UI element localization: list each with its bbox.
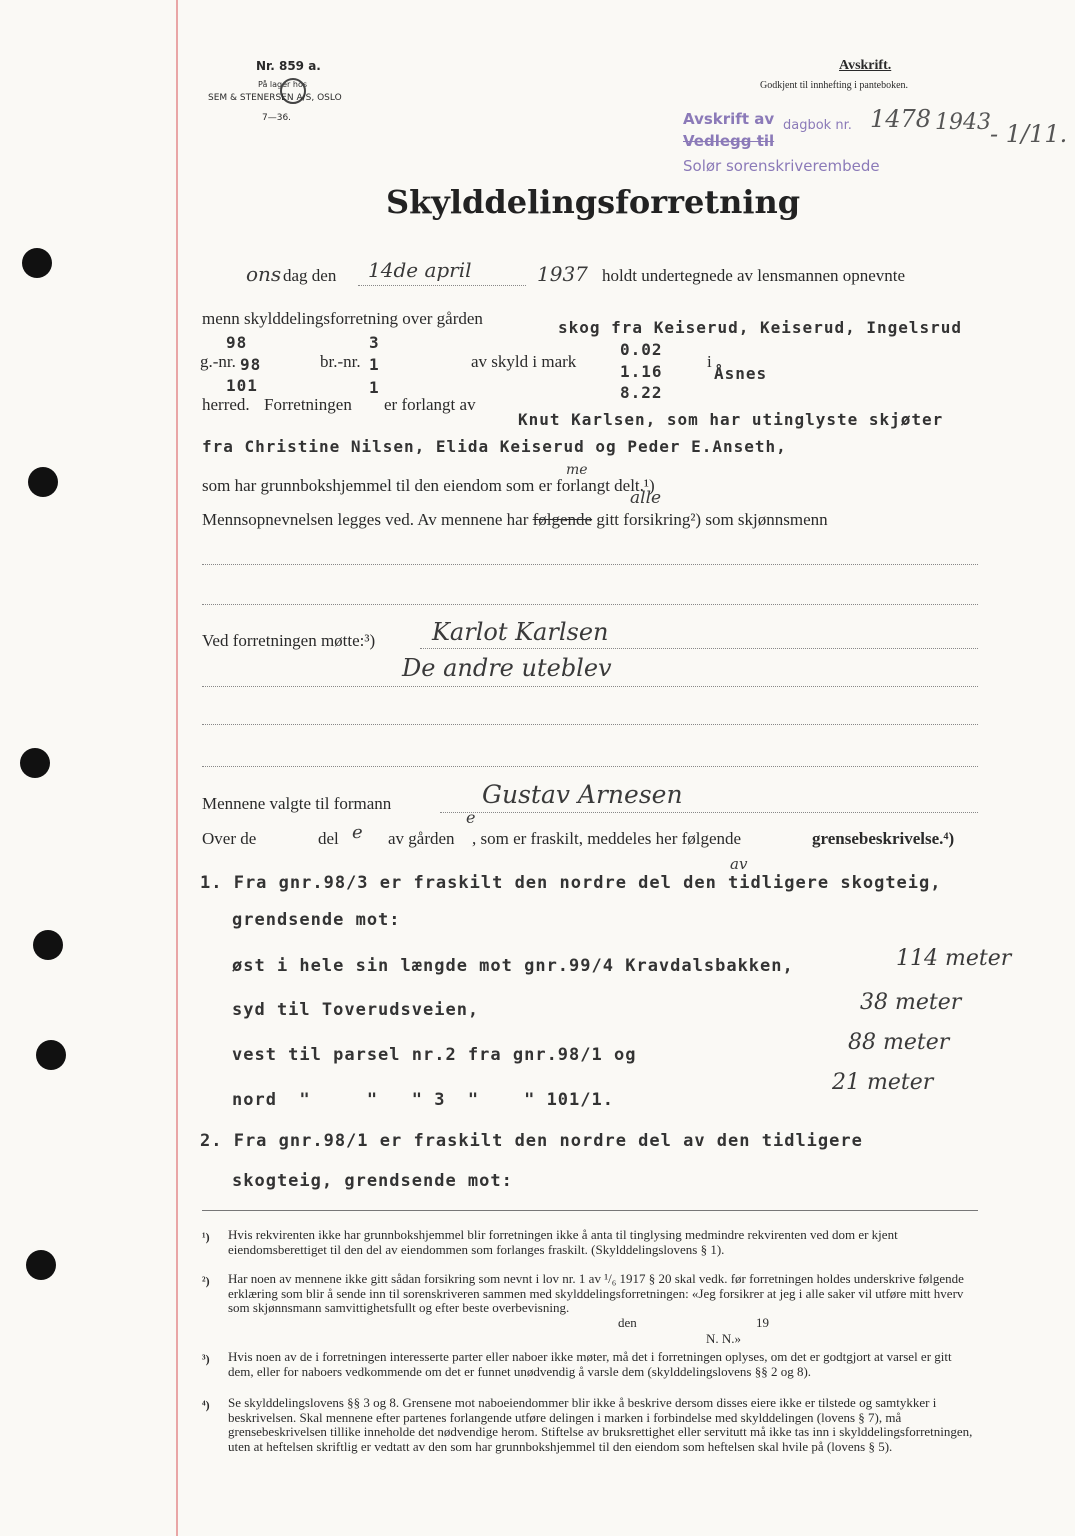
form-number: Nr. 859 a.	[256, 59, 321, 73]
footnote-number: ³)	[202, 1352, 210, 1366]
footnote-number: ²)	[202, 1274, 210, 1288]
row7-text-end: gitt forsikring²) som skjønnsmenn	[596, 510, 828, 529]
i-label: i	[707, 352, 712, 371]
boundary-line: 1. Fra gnr.98/3 er fraskilt den nordre del den tidligere skogteig,	[200, 873, 942, 893]
brnr-top: 3	[369, 333, 380, 352]
row2-text: menn skylddelingsforretning over gården	[202, 309, 483, 328]
boundary-line: grendsende mot:	[232, 910, 401, 930]
form-date: 7—36.	[262, 113, 292, 123]
row7-text	[202, 510, 828, 530]
row1-text: holdt undertegnede av lensmannen opnevnte	[602, 266, 906, 285]
footnote-text: Hvis rekvirenten ikke har grunnbokshjemmel blir forretningen ikke å anta til tinglysing medmindre rekvirenten ved dom er kjent eiendomsberettiget til den del av eiendommen som forlanges fraskilt. (Skylddelingslovens § 1).	[228, 1227, 898, 1257]
blank-line	[202, 564, 978, 565]
skyld-label: av skyld i mark	[471, 352, 577, 371]
stamp-dagbok-nr: 1478	[870, 105, 932, 133]
publisher-name: SEM & STENERSEN A/S, OSLO	[208, 93, 342, 103]
year-hand: 1937	[537, 262, 588, 286]
item1-insert: av	[730, 855, 748, 873]
attendee-hand: Karlot Karlsen	[432, 618, 609, 646]
stamp-date: - 1/11.	[990, 120, 1068, 148]
gnr-label: g.-nr.	[200, 352, 236, 371]
length-hand: 88 meter	[848, 1030, 950, 1055]
stamp-office: Solør sorenskriverembede	[683, 157, 880, 175]
boundary-line: syd til Toverudsveien,	[232, 1000, 480, 1020]
boundary-line: skogteig, grendsende mot:	[232, 1171, 513, 1191]
publisher-line: På lager hos	[258, 80, 307, 89]
binder-hole	[20, 748, 50, 778]
brnr-bottom: 1	[369, 378, 380, 397]
date-line	[358, 285, 526, 286]
footnote-19: 19	[756, 1315, 769, 1330]
binder-hole	[22, 248, 52, 278]
stamp-avskrift: Avskrift av	[683, 110, 775, 128]
overde-text4: , som er fraskilt, meddeles her følgende	[472, 829, 742, 848]
formann-label: Mennene valgte til formann	[202, 794, 392, 813]
brnr-label: br.-nr.	[320, 352, 361, 371]
forlangt-label: er forlangt av	[384, 395, 476, 414]
forretningen-label: Forretningen	[264, 395, 352, 414]
previous-owners: fra Christine Nilsen, Elida Keiserud og Peder E.Anseth,	[202, 437, 787, 456]
avskrift-label: Avskrift.	[839, 58, 892, 73]
footnote-nn: N. N.»	[706, 1331, 742, 1346]
row7-insert: alle	[630, 488, 662, 508]
farm-name: skog fra Keiserud, Keiserud, Ingelsrud	[558, 318, 963, 337]
skyld-bottom: 8.22	[620, 383, 663, 402]
formann-hand: Gustav Arnesen	[482, 780, 683, 809]
blank-line	[202, 686, 978, 687]
gnr-mid: 98	[240, 355, 262, 374]
binder-hole	[26, 1250, 56, 1280]
brnr-mid: 1	[369, 355, 380, 374]
godkjent-label: Godkjent til innhefting i panteboken.	[760, 80, 909, 91]
overde-bold: grensebeskrivelse.⁴)	[812, 829, 955, 848]
length-hand: 21 meter	[832, 1070, 934, 1095]
overde-text1: Over de	[202, 829, 257, 848]
stamp-vedlegg: Vedlegg til	[683, 132, 775, 150]
document-title: Skylddelingsforretning	[386, 183, 801, 221]
length-hand: 38 meter	[860, 990, 962, 1015]
binder-hole	[33, 930, 63, 960]
overde-text3: av gården	[388, 829, 455, 848]
blank-line	[440, 812, 978, 813]
boundary-line: 2. Fra gnr.98/1 er fraskilt den nordre del av den tidligere	[200, 1131, 863, 1151]
stamp-year: 1943	[935, 110, 991, 135]
footnote-text: Har noen av mennene ikke gitt sådan forsikring som nevnt i lov nr. 1 av ¹/₆ 1917 § 20 skal vedk. før forretningen holdes underskrive følgende erklæring som blir å sende inn til sorenskriveren sammen med skylddelingsforretningen: «Jeg forsikrer at jeg i alle saker vil utføre mitt hverv som skjønnsmann samvittighetsfullt og efter beste overbevisning.	[228, 1271, 964, 1315]
blank-line	[202, 604, 978, 605]
overde-e1: e	[352, 822, 363, 843]
binder-hole	[28, 467, 58, 497]
skyld-mid: 1.16	[620, 362, 663, 381]
footnote-rule	[202, 1210, 978, 1211]
date-hand: 14de april	[368, 258, 472, 282]
footnote-text: Hvis noen av de i forretningen interesserte parter eller naboer ikke møter, må det i forretningen oplyses, om det er godtgjort at varsel er gitt dem, eller for naboers vedkommende om det er funnet unødvendig å varsle dem (skylddelingslovens §§ 2 og 8).	[228, 1349, 952, 1379]
weekday-hand: ons	[246, 262, 282, 286]
footnote-number: ⁴)	[202, 1398, 210, 1412]
row6-insert: me	[566, 462, 588, 478]
gnr-bottom: 101	[226, 376, 258, 395]
binder-hole	[36, 1040, 66, 1070]
overde-text2: del	[318, 829, 339, 848]
boundary-line: nord " " " 3 " " 101/1.	[232, 1090, 614, 1110]
absent-hand: De andre uteblev	[402, 654, 612, 682]
blank-line	[420, 648, 978, 649]
herred-label: herred.	[202, 395, 250, 414]
dag-label: dag den	[283, 266, 337, 285]
margin-line	[176, 0, 178, 1536]
row6-text: som har grunnbokshjemmel til den eiendom som er forlangt delt.¹)	[202, 476, 655, 495]
stamp-dagbok-label: dagbok nr.	[783, 118, 852, 133]
footnote-text: Se skylddelingslovens §§ 3 og 8. Grensene mot naboeiendommer blir ikke å beskrive dersom disses eiere ikke er tilstede og samtykker i beskrivelsen. Skal mennene efter partenes forlangende utføre delingen i marken i forbindelse med skylddelingen (lovens § 7), må grensebeskrivelsen tillike inneholde det nødvendige herom. Stiftelse av bruksrettighet eller servitutt må ikke tas inn i skylddelingsforretningen, uten at heftelsen skriftlig er vedtatt av den som har grunnbokshjemmel til den eiendom som heftelsen skal hvile på (lovens § 5).	[228, 1395, 973, 1454]
row7-struck: følgende	[532, 510, 593, 529]
boundary-line: øst i hele sin længde mot gnr.99/4 Kravdalsbakken,	[232, 956, 794, 976]
boundary-line: vest til parsel nr.2 fra gnr.98/1 og	[232, 1045, 637, 1065]
motte-label: Ved forretningen møtte:³)	[202, 631, 376, 650]
footnote-number: ¹)	[202, 1230, 210, 1244]
blank-line	[202, 766, 978, 767]
gnr-top: 98	[226, 333, 248, 352]
requester: Knut Karlsen, som har utinglyste skjøter	[518, 410, 944, 429]
kommune: Åsnes	[714, 364, 768, 383]
skyld-top: 0.02	[620, 340, 663, 359]
row7-text-start: Mennsopnevnelsen legges ved. Av mennene har	[202, 510, 529, 529]
overde-e2: e	[466, 808, 476, 827]
length-hand: 114 meter	[896, 946, 1012, 971]
blank-line	[202, 724, 978, 725]
footnote-den: den	[618, 1315, 637, 1330]
